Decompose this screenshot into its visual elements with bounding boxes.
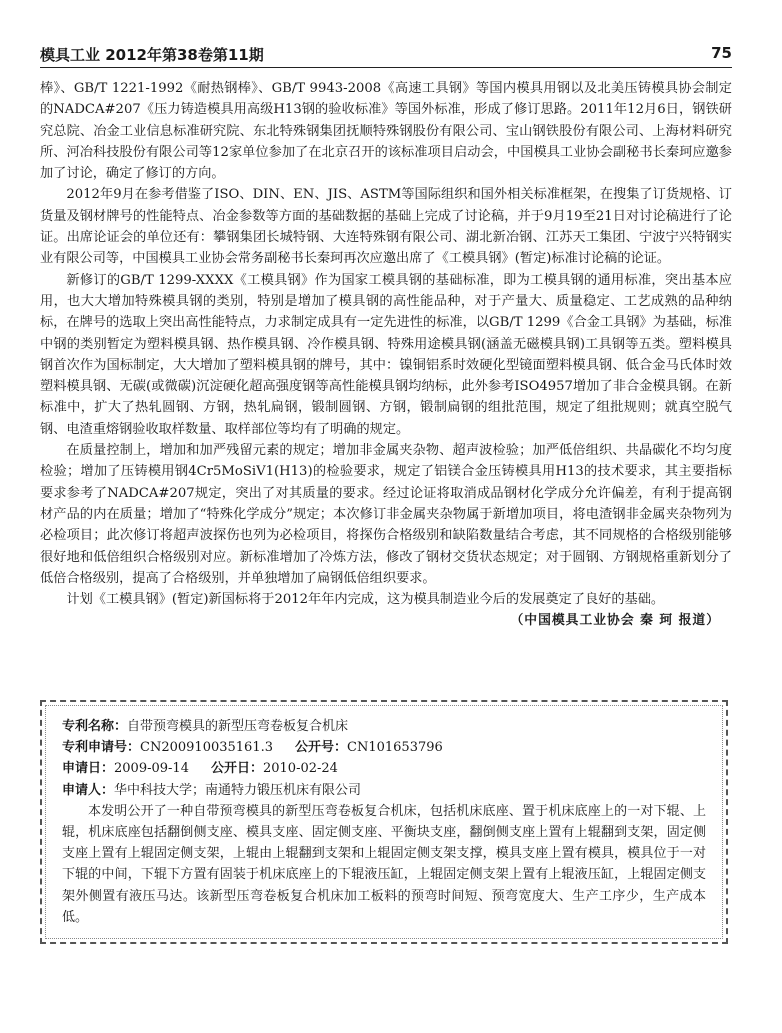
patent-name-line [62, 716, 706, 737]
paragraph: 新修订的GB/T 1299-XXXX《工模具钢》作为国家工模具钢的基础标准，即为工模具钢的通用标准，突出基本应用，也大大增加特殊模具钢的类别，特别是增加了模具钢的高性能品种，对于产量大、质量稳定、工艺成熟的品种纳标，在牌号的选取上突出高性能特点，力求制定成具有一定先进性的标准，以GB/T 1299《合金工具钢》为基础，标准中钢的类别暂定为塑料模具钢、热作模具钢、冷作模具钢、特殊用途模具钢(涵盖无磁模具钢)工具钢等五类。塑料模具钢首次作为国标制定，大大增加了塑料模具钢的牌号，其中：镍铜铝系时效硬化型镜面塑料模具钢、低合金马氏体时效塑料模具钢、无碳(或微碳)沉淀硬化超高强度钢等高性能模具钢均纳标，此外参考ISO4957增加了非合金模具钢。在新标准中，扩大了热轧圆钢、方钢，热轧扁钢，锻制圆钢、方钢，锻制扁钢的组批范围，规定了组批规则；就真空脱气钢、电渣重熔钢验收取样数量、取样部位等均有了明确的规定。 [40, 272, 732, 437]
paragraph: 2012年9月在参考借鉴了ISO、DIN、EN、JIS、ASTM等国际组织和国外相关标准框架，在搜集了订货规格、订货量及钢材牌号的性能特点、冶金参数等方面的基础数据的基础上完成了讨论稿，并于9月19至21日对讨论稿进行了论证。出席论证会的单位还有：攀钢集团长城特钢、大连特殊钢有限公司、湖北新冶钢、江苏天工集团、宁波宁兴特钢实业有限公司等，中国模具工业协会常务副秘书长秦珂再次应邀出席了《工模具钢》(暂定)标准讨论稿的论证。 [40, 187, 732, 267]
patent-name-label: 专利名称： [62, 719, 128, 734]
application-date-value: 2009-09-14 [114, 761, 189, 777]
publication-number-value: CN101653796 [347, 740, 443, 756]
publication-date-label: 公开日： [210, 761, 263, 777]
journal-issue: 模具工业 2012年第38卷第11期 [40, 46, 264, 64]
header-rule [40, 67, 732, 68]
patent-date-line [62, 758, 706, 779]
application-number-label: 专利申请号： [62, 740, 141, 756]
article-body [40, 78, 732, 632]
application-date-label: 申请日： [62, 761, 115, 777]
paragraph: 在质量控制上，增加和加严残留元素的规定；增加非金属夹杂物、超声波检验；加严低倍组织、共晶碳化不均匀度检验；增加了压铸模用钢4Cr5MoSiV1(H13)的检验要求，规定了铝镁合金压铸模具用H13的技术要求，其主要指标要求参考了NADCA#207规定，突出了对其质量的要求。经过论证将取消成品钢材化学成分允许偏差，有利于提高钢材产品的内在质量；增加了“特殊化学成分”规定；本次修订非金属夹杂物属于新增加项目，将电渣钢非金属夹杂物列为必检项目；此次修订将超声波探伤也列为必检项目，将探伤合格级别和缺陷数量结合考虑，其不同规格的合格级别能够很好地和低倍组织合格级别对应。新标准增加了冷炼方法，修改了钢材交货状态规定；对于圆钢、方钢规格重新划分了低倍合格级别，提高了合格级别，并单独增加了扁钢低倍组织要求。 [40, 443, 732, 586]
paragraph: 棒》、GB/T 1221-1992《耐热钢棒》、GB/T 9943-2008《高速工具钢》等国内模具用钢以及北美压铸模具协会制定的NADCA#207《压力铸造模具用高级H13钢的验收标准》等国外标准，形成了修订思路。2011年12月6日，钢铁研究总院、冶金工业信息标准研究院、东北特殊钢集团抚顺特殊钢股份有限公司、宝山钢铁股份有限公司、上海材料研究所、河冶科技股份有限公司等12家单位参加了在北京召开的该标准项目启动会，中国模具工业协会副秘书长秦珂应邀参加了讨论，确定了修订的方向。 [40, 81, 732, 182]
running-header [40, 44, 732, 66]
patent-abstract: 本发明公开了一种自带预弯模具的新型压弯卷板复合机床，包括机床底座、置于机床底座上的一对下辊、上辊，机床底座包括翻倒侧支座、模具支座、固定侧支座、平衡块支座，翻倒侧支座上置有上辊翻到支架，固定侧支座上置有上辊固定侧支架，上辊由上辊翻到支架和上辊固定侧支架支撑，模具支座上置有模具，模具位于一对下辊的中间，下辊下方置有固装于机床底座上的下辊液压缸，上辊固定侧支架上置有上辊液压缸，上辊固定侧支架外侧置有液压马达。该新型压弯卷板复合机床加工板料的预弯时间短、预弯宽度大、生产工序少，生产成本低。 [62, 803, 706, 925]
patent-name-value: 自带预弯模具的新型压弯卷板复合机床 [127, 719, 349, 734]
applicant-value: 华中科技大学；南通特力锻压机床有限公司 [114, 782, 362, 798]
publication-number-label: 公开号： [295, 740, 348, 756]
applicant-line [62, 780, 706, 801]
patent-info-box [40, 700, 728, 944]
patent-number-line [62, 737, 706, 758]
applicant-label: 申请人： [62, 782, 115, 798]
article-byline: （中国模具工业协会 秦 珂 报道） [510, 613, 720, 629]
application-number-value: CN200910035161.3 [140, 740, 273, 756]
publication-date-value: 2010-02-24 [262, 761, 338, 777]
paragraph: 计划《工模具钢》(暂定)新国标将于2012年年内完成，这为模具制造业今后的发展奠定了良好的基础。 [66, 592, 665, 608]
page-number: 75 [711, 44, 732, 62]
